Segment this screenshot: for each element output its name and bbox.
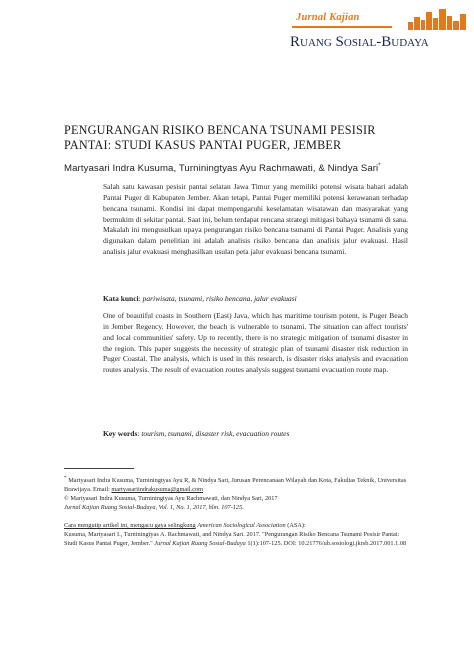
copyright-text: © Martyasari Indra Kusuma, Turniningtyas Ayu Rachmawati, dan Nindya Sari, 2017 [64,495,278,502]
cite-tail: 1(1):107-125. DOI: 10.21776/ub.sosiologi.jkrsb.2017.001.1.08 [247,540,407,547]
journal-logo [290,8,470,60]
cite-intro: Cara mengutip artikel ini, mengacu gaya selingkung [64,522,196,529]
logo-underline [292,26,392,28]
affiliation-text: Martyasari Indra Kusuma, Turniningtyas Ayu R, & Nindya Sari, Jurusan Perencanaan Wilayah dan Kota, Fakultas Teknik, Universitas Brawijaya. Email: [64,477,407,494]
email-link[interactable]: martyasariindrakusuma@gmail.com [111,486,204,494]
cite-style: American Sociological Association [197,522,286,529]
cite-body: Kusuma, Martyasari I., Turniningtyas A. Rachmawati, and Nindya Sari. 2017. "Pengurangan Risiko Bencana Tsunami Pesisir Pantai: Studi Kasus Pantai Puger, Jember." [64,531,400,547]
keywords-list: pariwisata, tsunami, risiko bencana, jalur evakuasi [142,294,297,303]
journal-citation-line [64,503,414,512]
keywords-label: Kata kunci [103,294,139,303]
city-skyline-icon [408,8,466,30]
abstract-english: One of beautiful coasts in Southern (East) Java, which has maritime tourism potent, is Puger Beach in Jember Regency. However, the beach is vulnerable to tsunami. The situation can affect tourists' and local communities' safety. Up to recently, there is no strategic mitigation of tsunami disaster in the region. This paper suggests the necessity of strategic plan of tsunami disaster risk reduction in Puger Coastal. The analysis, which is used in this research, is disaster risks analysis and evacuation routes analysis. The result of evacuation routes analysis suggest tsunami evacuation route map. [103,311,408,375]
journal-line-text: Jurnal Kajian Ruang Sosial-Budaya, Vol. 1, No. 1, 2017, hlm. 107-125. [64,504,244,511]
keywords-indonesian: Kata kunci: pariwisata, tsunami, risiko bencana, jalur evakuasi [103,294,297,303]
footnote-mark: * [64,475,67,481]
footnote-divider [64,468,134,469]
journal-name-bottom: Ruang Sosial-Budaya [290,34,429,50]
footnote-affiliation [64,474,414,494]
footnote-how-to-cite [64,521,414,548]
authors-footnote-mark: * [378,163,381,169]
article-title: PENGURANGAN RISIKO BENCANA TSUNAMI PESISIR PANTAI: STUDI KASUS PANTAI PUGER, JEMBER [64,123,376,152]
authors-text: Martyasari Indra Kusuma, Turniningtyas Ayu Rachmawati, & Nindya Sari [64,163,379,175]
cite-style-suffix: (ASA): [287,522,306,529]
keywords-english: Key words: tourism, tsunami, disaster risk, evacuation routes [103,429,290,438]
article-authors [64,163,444,174]
abstract-indonesian: Salah satu kawasan pesisir pantai selatan Jawa Timur yang memiliki potensi wisata bahari adalah Pantai Puger di Kabupaten Jember. Akan tetapi, Pantai Puger memiliki potensi kerawanan terhadap bencana tsunami. Kondisi ini dapat mempengaruhi keselamatan wisatawan dan masyarakat yang bermukim di sekitar pantai. Saat ini, belum terdapat rencana strategi mitigasi bahaya tsunami di sana. Makalah ini mengusulkan upaya pengurangan risiko bencana tsunami di Pantai Puger. Analisis yang digunakan dalam penelitian ini adalah analisis risiko bencana dan analisis jalur evakuasi. Hasil analisis jalur evakuasi menghasilkan usulan peta jalur evakuasi bencana tsunami. [103,182,408,257]
keywords-label: Key words [103,429,138,438]
journal-name-top: Jurnal Kajian [296,12,360,23]
footnote-copyright [64,494,414,512]
cite-journal: Jurnal Kajian Ruang Sosial-Budaya [154,540,246,547]
keywords-list: tourism, tsunami, disaster risk, evacuation routes [141,429,290,438]
